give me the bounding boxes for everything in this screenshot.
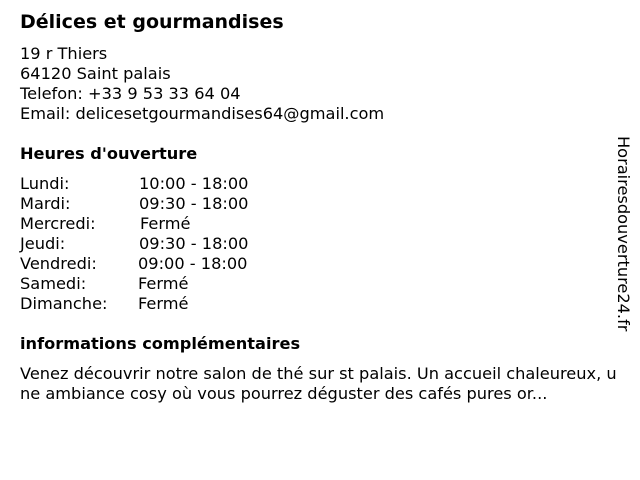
phone-number: Telefon: +33 9 53 33 64 04 <box>20 84 241 103</box>
day-label: Vendredi: <box>20 254 97 273</box>
email-address: Email: delicesetgourmandises64@gmail.com <box>20 104 385 123</box>
hours-row-thursday <box>20 234 618 254</box>
time-range: 09:30 - 18:00 <box>139 234 249 253</box>
hours-row-friday <box>20 254 618 274</box>
hours-row-sunday <box>20 294 618 314</box>
hours-row-tuesday <box>20 194 618 214</box>
day-label: Jeudi: <box>20 234 66 253</box>
day-label: Dimanche: <box>20 294 108 313</box>
hours-row-saturday <box>20 274 618 294</box>
business-name: Délices et gourmandises <box>20 11 284 33</box>
day-label: Lundi: <box>20 174 70 193</box>
hours-row-wednesday <box>20 214 618 234</box>
opening-hours-heading: Heures d'ouverture <box>20 144 198 163</box>
business-card <box>20 10 618 404</box>
watermark-text: Horairesdouverture24.fr <box>614 136 633 332</box>
day-label: Mercredi: <box>20 214 96 233</box>
day-label: Samedi: <box>20 274 87 293</box>
time-range: Fermé <box>138 294 189 313</box>
time-range: Fermé <box>140 214 191 233</box>
time-range: 09:30 - 18:00 <box>139 194 249 213</box>
city-postcode: 64120 Saint palais <box>20 64 171 83</box>
time-range: 10:00 - 18:00 <box>139 174 249 193</box>
time-range: Fermé <box>138 274 189 293</box>
hours-row-monday <box>20 174 618 194</box>
time-range: 09:00 - 18:00 <box>138 254 248 273</box>
additional-info-heading: informations complémentaires <box>20 334 301 353</box>
business-description: Venez découvrir notre salon de thé sur st palais. Un accueil chaleureux, une ambiance cosy où vous pourrez déguster des cafés pures or... <box>20 364 617 403</box>
contact-block <box>20 44 618 124</box>
site-watermark <box>613 136 633 346</box>
street-address: 19 r Thiers <box>20 44 108 63</box>
opening-hours-list <box>20 174 618 314</box>
day-label: Mardi: <box>20 194 71 213</box>
